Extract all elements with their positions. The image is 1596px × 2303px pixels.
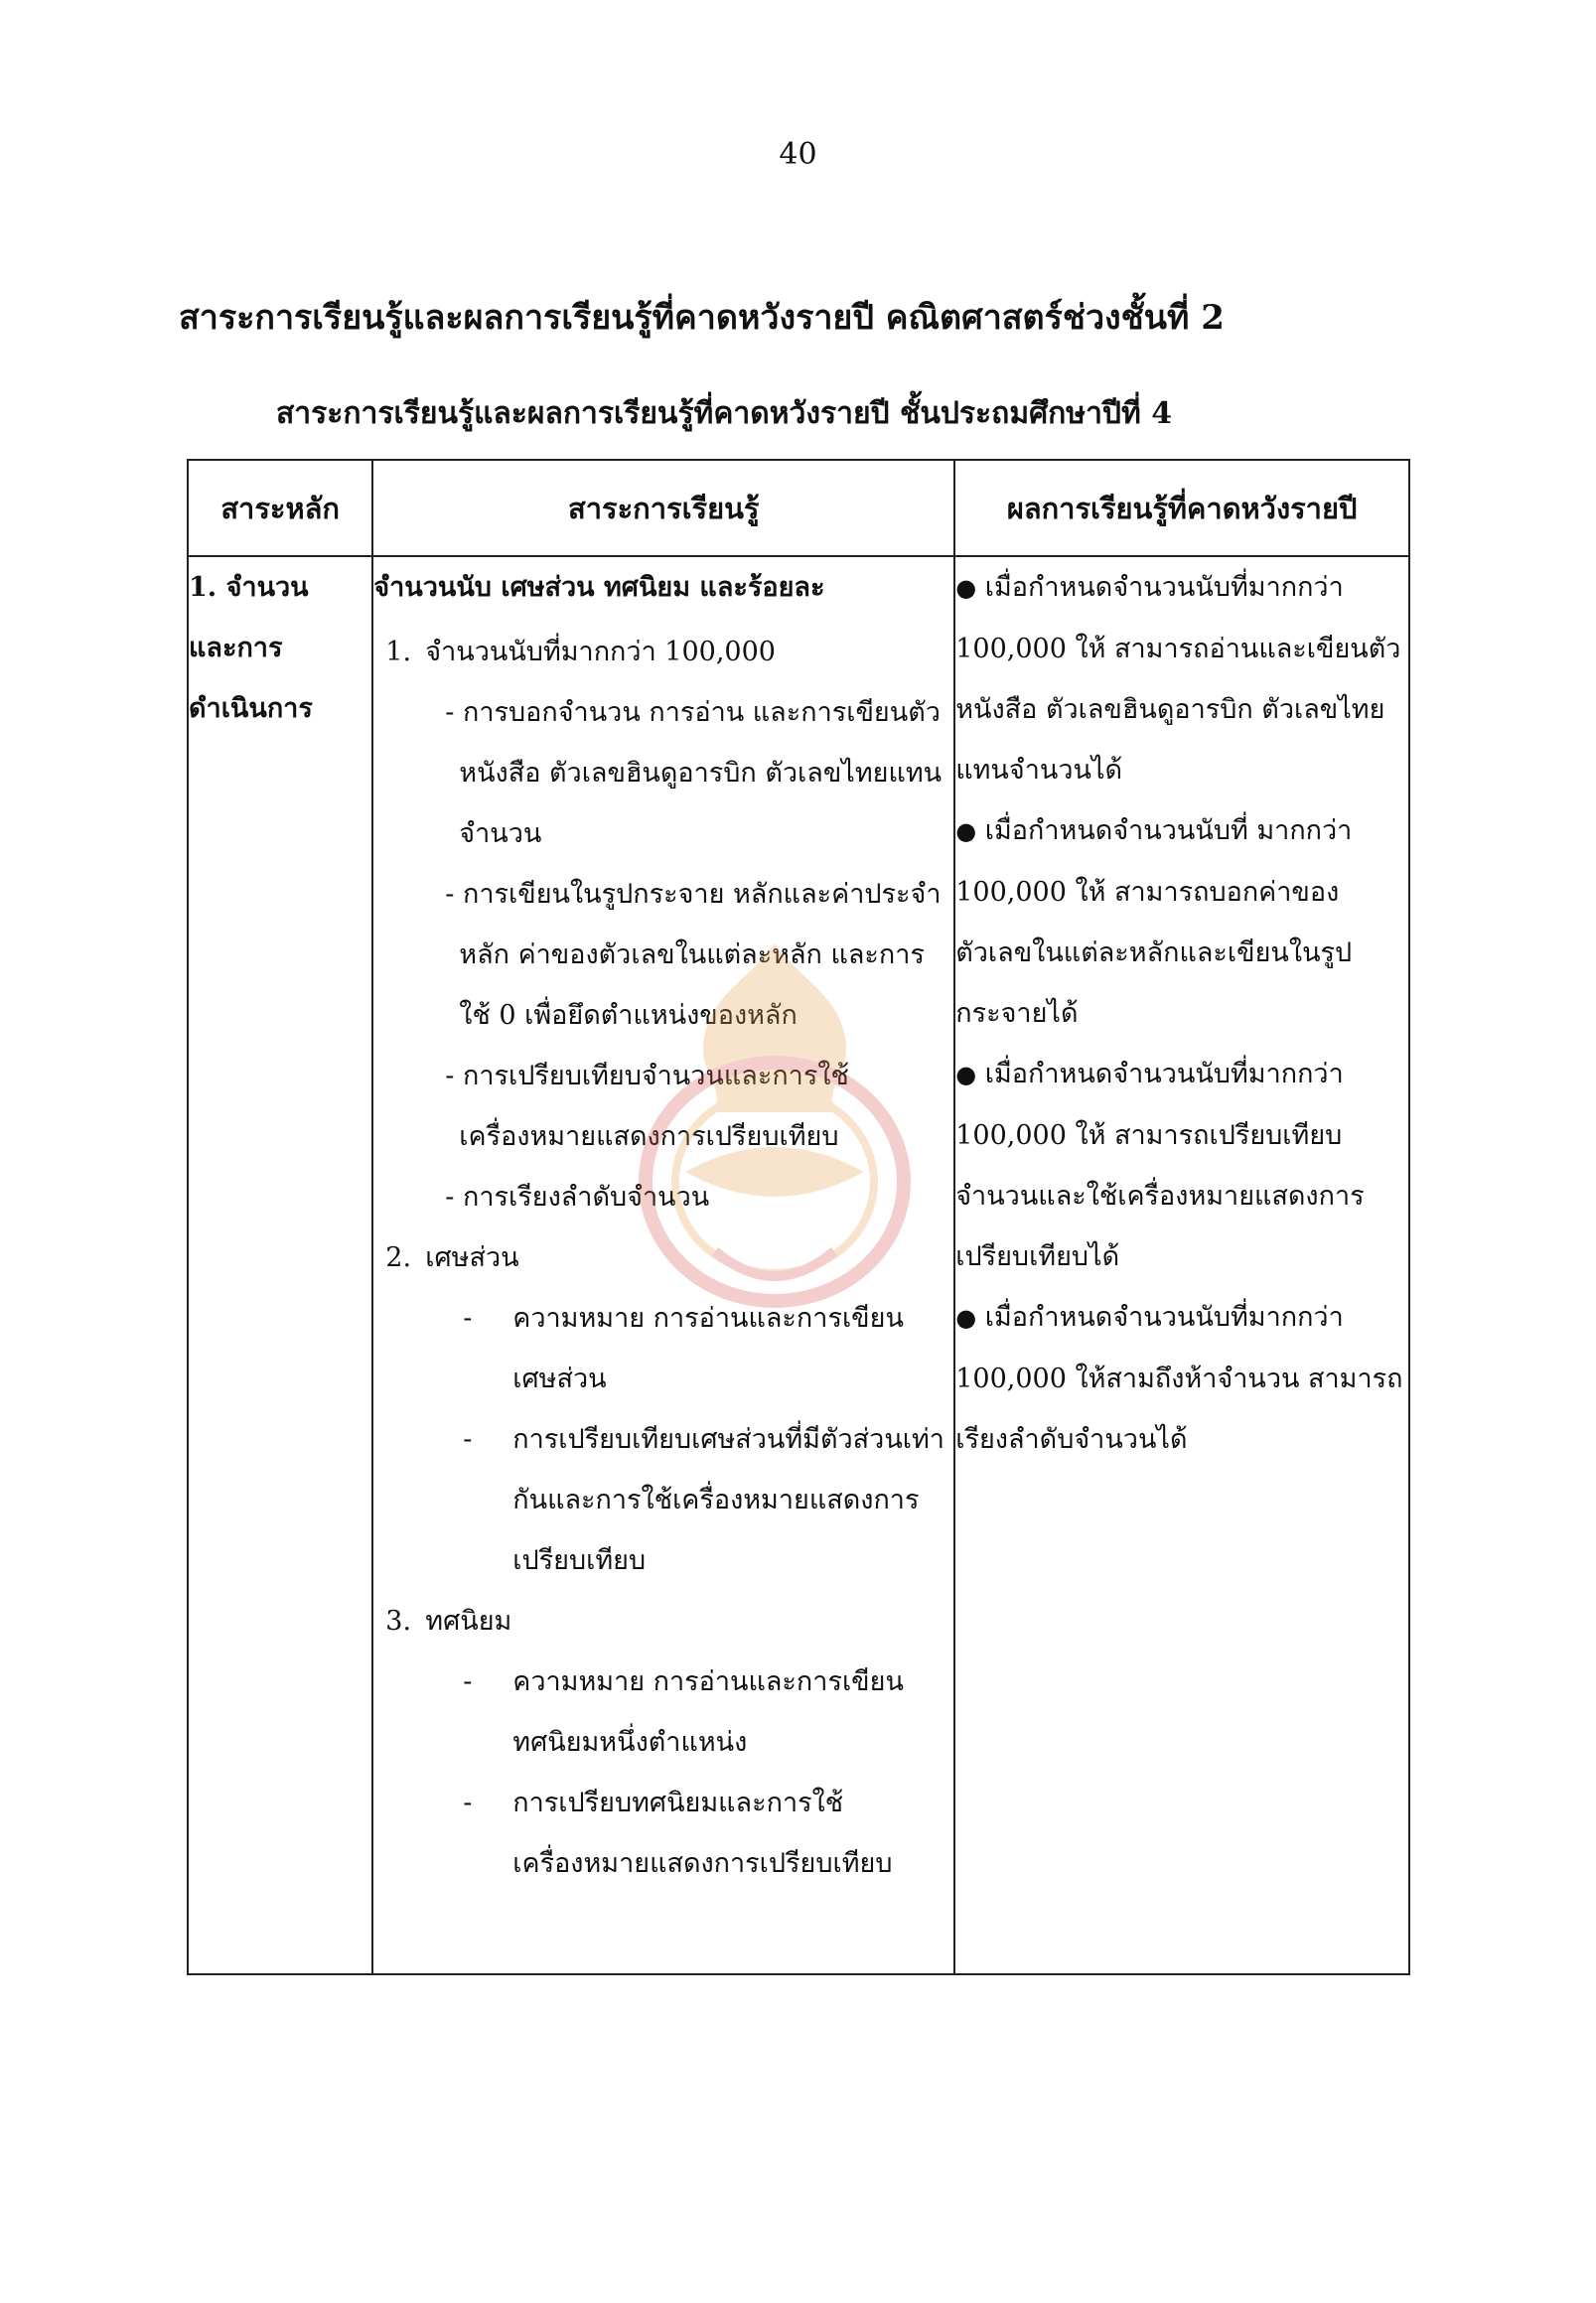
bullet-dot-icon: ● [955, 817, 977, 845]
expected-outcomes-cell [954, 556, 1409, 1974]
main-strand-cell [188, 556, 372, 1974]
content-heading: จำนวนนับ เศษส่วน ทศนิยม และร้อยละ [373, 572, 825, 603]
topic-subitem [373, 1288, 953, 1409]
header-main-strand: สาระหลัก [188, 460, 372, 556]
topic-title: จำนวนนับที่มากกว่า 100,000 [425, 637, 776, 667]
topic-item [373, 1591, 953, 1652]
topic-subitem [373, 1409, 953, 1591]
page-number: 40 [779, 137, 817, 172]
topic-number: 3. [385, 1606, 412, 1637]
topic-number: 1. [385, 637, 412, 667]
topic-number: 2. [385, 1242, 412, 1273]
subitem-text: การเปรียบทศนิยมและการใช้เครื่องหมายแสดงการเปรียบเทียบ [512, 1788, 893, 1879]
header-expected-outcomes: ผลการเรียนรู้ที่คาดหวังรายปี [954, 460, 1409, 556]
subitem-text: ความหมาย การอ่านและการเขียนเศษส่วน [512, 1303, 904, 1394]
topic-subitem [373, 1652, 953, 1773]
header-learning-content: สาระการเรียนรู้ [372, 460, 954, 556]
main-strand-line: และการ [189, 633, 283, 663]
bullet-dot-icon: ● [955, 1061, 977, 1088]
dash-marker: - [463, 1303, 473, 1334]
outcome-text: เมื่อกำหนดจำนวนนับที่มากกว่า 100,000 ให้สามถึงห้าจำนวน สามารถเรียงลำดับจำนวนได้ [955, 1302, 1403, 1455]
topic-subitem [373, 1773, 953, 1894]
main-strand-line: 1. จำนวน [189, 572, 309, 603]
dash-marker: - [463, 1666, 473, 1697]
table-header-row [188, 460, 1409, 556]
main-heading: สาระการเรียนรู้และผลการเรียนรู้ที่คาดหวังรายปี คณิตศาสตร์ช่วงชั้นที่ 2 [179, 298, 1225, 338]
dash-marker: - [463, 1788, 473, 1818]
outcome-item [955, 800, 1408, 1044]
topic-subitem: - การบอกจำนวน การอ่าน และการเขียนตัวหนังสือ ตัวเลขฮินดูอารบิก ตัวเลขไทยแทนจำนวน [445, 697, 943, 849]
subitem-text: ความหมาย การอ่านและการเขียนทศนิยมหนึ่งตำแหน่ง [512, 1666, 904, 1758]
topic-item [373, 1227, 953, 1288]
main-strand-line: ดำเนินการ [189, 693, 313, 724]
sub-heading: สาระการเรียนรู้และผลการเรียนรู้ที่คาดหวังรายปี ชั้นประถมศึกษาปีที่ 4 [276, 396, 1173, 431]
subitem-text: การเปรียบเทียบเศษส่วนที่มีตัวส่วนเท่ากันและการใช้เครื่องหมายแสดงการเปรียบเทียบ [512, 1424, 944, 1576]
learning-content-cell [372, 556, 954, 1974]
bullet-dot-icon: ● [955, 1304, 977, 1332]
outcome-item [955, 1287, 1408, 1470]
outcome-item [955, 557, 1408, 800]
outcome-text: เมื่อกำหนดจำนวนนับที่มากกว่า 100,000 ให้ สามารถเปรียบเทียบจำนวนและใช้เครื่องหมายแสดงการเปรียบเทียบได้ [955, 1059, 1365, 1272]
table-row [188, 556, 1409, 1974]
outcome-text: เมื่อกำหนดจำนวนนับที่ มากกว่า 100,000 ให้ สามารถบอกค่าของตัวเลขในแต่ละหลักและเขียนในรูปกระจายได้ [955, 815, 1353, 1029]
outcome-text: เมื่อกำหนดจำนวนนับที่มากกว่า 100,000 ให้ สามารถอ่านและเขียนตัวหนังสือ ตัวเลขฮินดูอารบิก ตัวเลขไทยแทนจำนวนได้ [955, 572, 1401, 786]
dash-marker: - [463, 1424, 473, 1455]
topic-item [373, 622, 953, 682]
topic-title: ทศนิยม [425, 1606, 512, 1637]
topic-subitem: - การเขียนในรูปกระจาย หลักและค่าประจำหลัก ค่าของตัวเลขในแต่ละหลัก และการใช้ 0 เพื่อยึดตำแหน่งของหลัก [445, 879, 942, 1031]
topic-title: เศษส่วน [425, 1242, 519, 1273]
topic-subitem: - การเปรียบเทียบจำนวนและการใช้เครื่องหมายแสดงการเปรียบเทียบ [445, 1061, 849, 1152]
topic-subitem: - การเรียงลำดับจำนวน [445, 1182, 710, 1213]
bullet-dot-icon: ● [955, 574, 977, 602]
curriculum-table [187, 459, 1410, 1975]
outcome-item [955, 1044, 1408, 1287]
